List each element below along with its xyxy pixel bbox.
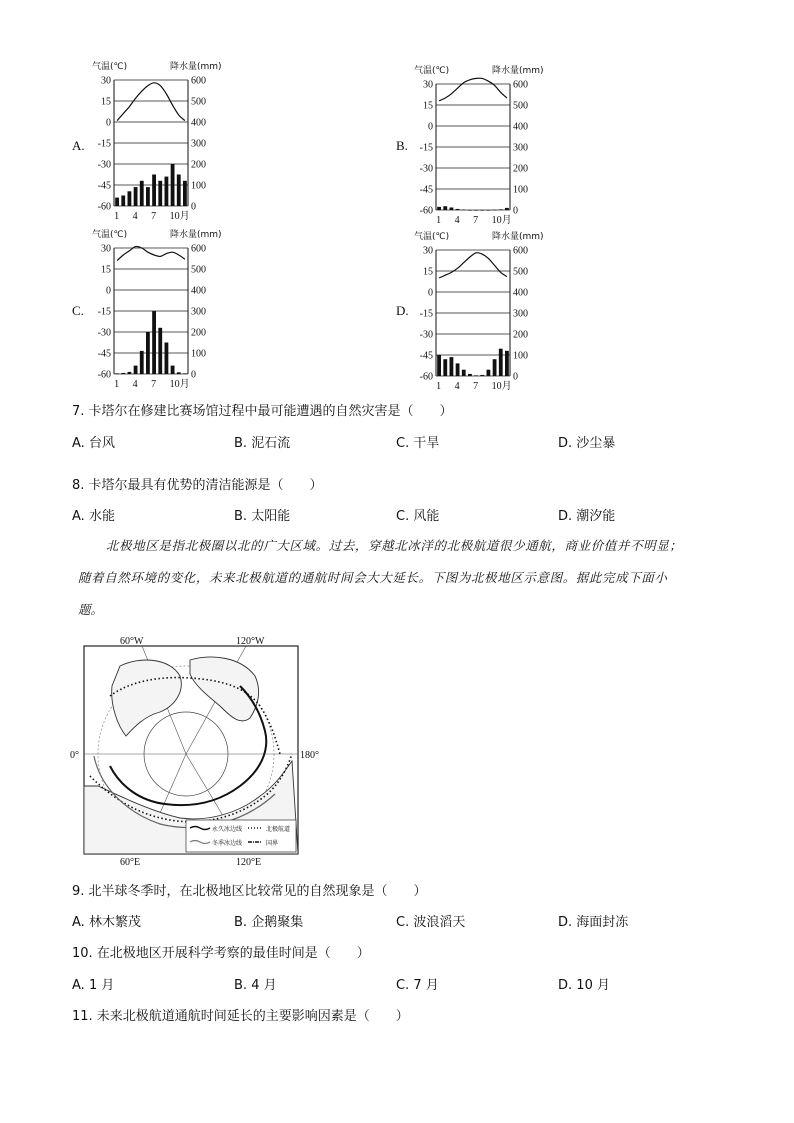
q7-option-c[interactable] — [396, 432, 439, 451]
precip-tick-label: 100 — [191, 348, 206, 360]
precipitation-bar — [462, 210, 466, 211]
precip-axis-title: 降水量(mm) — [170, 62, 222, 72]
passage-line-1: 北极地区是指北极圈以北的广大区域。过去，穿越北冰洋的北极航道很少通航，商业价值并不明显； — [106, 538, 683, 553]
precipitation-bar — [437, 207, 441, 210]
precipitation-bar — [128, 372, 132, 374]
precipitation-bar — [165, 343, 169, 375]
temp-axis-title: 气温(℃) — [414, 232, 450, 242]
month-tick-label: 7 — [473, 215, 479, 226]
option-letter: A. — [72, 915, 85, 930]
month-tick-label: 1 — [114, 211, 120, 222]
temp-tick-label: -45 — [419, 184, 433, 196]
temp-tick-label: -15 — [419, 142, 433, 154]
option-text: 林木繁茂 — [88, 915, 141, 930]
precipitation-bar — [493, 359, 497, 376]
precipitation-bar — [183, 181, 187, 206]
chart-d-option-label: D. — [396, 303, 409, 318]
chart-b-option-label: B. — [396, 138, 408, 153]
option-text: 干旱 — [413, 436, 440, 451]
precipitation-bar — [146, 332, 150, 374]
q8-option-d[interactable] — [558, 505, 615, 524]
legend-route: 北极航道 — [266, 826, 291, 833]
option-text: 潮汐能 — [576, 509, 616, 524]
month-tick-label: 7 — [151, 379, 157, 390]
temp-tick-label: -60 — [97, 369, 111, 381]
precip-tick-label: 600 — [191, 75, 206, 87]
precipitation-bar — [134, 366, 138, 374]
temp-tick-label: 0 — [428, 287, 433, 299]
option-text: 企鹅聚集 — [251, 915, 304, 930]
q7-option-a[interactable] — [72, 432, 115, 451]
precipitation-bar — [183, 373, 187, 374]
precipitation-bar — [499, 209, 503, 210]
temp-tick-label: -45 — [419, 350, 433, 362]
option-letter: C. — [396, 509, 410, 524]
option-text: 1 月 — [88, 978, 115, 993]
temp-tick-label: 30 — [423, 245, 433, 257]
precip-tick-label: 0 — [191, 369, 196, 381]
precipitation-bar — [462, 370, 466, 376]
lon-label-120w: 120°W — [236, 636, 265, 647]
option-letter: D. — [558, 509, 573, 524]
option-letter: C. — [396, 436, 410, 451]
precip-tick-label: 200 — [191, 327, 206, 339]
q9-option-a[interactable] — [72, 911, 141, 930]
climate-chart-b — [414, 64, 554, 228]
option-letter: B. — [234, 915, 248, 930]
precip-tick-label: 200 — [513, 329, 528, 341]
precip-tick-label: 100 — [191, 180, 206, 192]
legend-perennial-ice: 永久冰边线 — [212, 826, 243, 833]
month-tick-label: 10月 — [169, 211, 190, 222]
precip-tick-label: 0 — [513, 205, 518, 217]
precip-tick-label: 600 — [513, 245, 528, 257]
precipitation-bar — [493, 210, 497, 211]
q9-option-d[interactable] — [558, 911, 628, 930]
passage-line-3: 题。 — [78, 602, 104, 617]
precipitation-bar — [121, 373, 125, 374]
q9-option-b[interactable] — [234, 911, 303, 930]
temp-tick-label: -45 — [97, 180, 111, 192]
precip-tick-label: 200 — [513, 163, 528, 175]
q8-option-a[interactable] — [72, 505, 115, 524]
precipitation-bar — [499, 349, 503, 376]
precipitation-bar — [487, 210, 491, 211]
precip-tick-label: 400 — [191, 117, 206, 129]
precipitation-bar — [121, 196, 125, 207]
option-letter: C. — [396, 978, 410, 993]
q9-option-c[interactable] — [396, 911, 465, 930]
precip-tick-label: 0 — [191, 201, 196, 213]
precipitation-bar — [480, 375, 484, 376]
precipitation-bar — [450, 207, 454, 210]
precip-axis-title: 降水量(mm) — [492, 232, 544, 242]
precipitation-bar — [134, 187, 138, 206]
q7-option-d[interactable] — [558, 432, 615, 451]
temp-tick-label: 15 — [423, 266, 433, 278]
precip-tick-label: 300 — [513, 142, 528, 154]
option-text: 7 月 — [413, 978, 439, 993]
precipitation-bar — [437, 355, 441, 376]
q10-option-a[interactable] — [72, 974, 114, 993]
temp-tick-label: -30 — [419, 163, 433, 175]
lon-label-180: 180° — [300, 750, 319, 761]
option-text: 太阳能 — [251, 509, 291, 524]
precipitation-bar — [158, 328, 162, 374]
month-tick-label: 1 — [436, 381, 442, 392]
lon-label-60w: 60°W — [120, 636, 144, 647]
temp-axis-title: 气温(℃) — [92, 230, 128, 240]
temp-tick-label: 30 — [101, 75, 111, 87]
precip-tick-label: 100 — [513, 350, 528, 362]
temperature-curve — [439, 253, 507, 278]
month-tick-label: 10月 — [491, 381, 512, 392]
temp-tick-label: -30 — [97, 159, 111, 171]
option-letter: C. — [396, 915, 410, 930]
month-tick-label: 7 — [151, 211, 157, 222]
temperature-curve — [117, 83, 185, 121]
precip-tick-label: 500 — [513, 266, 528, 278]
month-tick-label: 10月 — [169, 379, 190, 390]
temp-tick-label: 15 — [101, 264, 111, 276]
passage-line-2: 随着自然环境的变化，未来北极航道的通航时间会大大延长。下图为北极地区示意图。据此完成下面小 — [78, 570, 668, 585]
precipitation-bar — [487, 370, 491, 376]
option-text: 台风 — [88, 436, 115, 451]
precipitation-bar — [171, 366, 175, 374]
question-11-stem: 11. 未来北极航道通航时间延长的主要影响因素是（ ） — [72, 1009, 409, 1024]
temp-tick-label: -45 — [97, 348, 111, 360]
precipitation-bar — [115, 198, 119, 206]
temp-axis-title: 气温(℃) — [414, 66, 450, 76]
option-text: 波浪滔天 — [413, 915, 466, 930]
precip-tick-label: 200 — [191, 159, 206, 171]
month-tick-label: 4 — [454, 381, 460, 392]
question-9-stem: 9. 北半球冬季时，在北极地区比较常见的自然现象是（ ） — [72, 884, 427, 899]
q10-option-b[interactable] — [234, 974, 277, 993]
precipitation-bar — [115, 373, 119, 374]
precip-tick-label: 500 — [191, 96, 206, 108]
temp-tick-label: -15 — [97, 306, 111, 318]
temp-tick-label: -60 — [419, 205, 433, 217]
option-text: 水能 — [88, 509, 115, 524]
precipitation-bar — [505, 208, 509, 210]
precipitation-bar — [152, 175, 156, 207]
option-letter: D. — [558, 978, 573, 993]
q7-option-b[interactable] — [234, 432, 290, 451]
precip-tick-label: 400 — [191, 285, 206, 297]
precip-tick-label: 300 — [513, 308, 528, 320]
precip-tick-label: 300 — [191, 138, 206, 150]
precipitation-bar — [140, 181, 144, 206]
option-text: 4 月 — [251, 978, 277, 993]
option-text: 海面封冻 — [576, 915, 629, 930]
temp-tick-label: 0 — [428, 121, 433, 133]
option-letter: A. — [72, 436, 85, 451]
precipitation-bar — [505, 351, 509, 376]
chart-a-option-label: A. — [72, 138, 85, 153]
precipitation-bar — [171, 164, 175, 206]
precipitation-bar — [456, 363, 460, 376]
temp-tick-label: -30 — [97, 327, 111, 339]
precipitation-bar — [468, 374, 472, 376]
precipitation-bar — [443, 359, 447, 376]
option-text: 沙尘暴 — [576, 436, 616, 451]
temperature-curve — [117, 246, 185, 260]
precipitation-bar — [128, 191, 132, 206]
month-tick-label: 1 — [436, 215, 442, 226]
temp-tick-label: -60 — [419, 371, 433, 383]
precipitation-bar — [146, 187, 150, 206]
option-letter: A. — [72, 509, 85, 524]
q10-option-c[interactable] — [396, 974, 439, 993]
precipitation-bar — [443, 206, 447, 210]
precip-tick-label: 600 — [191, 243, 206, 255]
arctic-passage — [78, 530, 718, 626]
precipitation-bar — [456, 209, 460, 210]
lon-label-60e: 60°E — [120, 857, 141, 868]
temp-tick-label: 15 — [423, 100, 433, 112]
climate-chart-c — [92, 228, 232, 392]
option-letter: D. — [558, 915, 573, 930]
month-tick-label: 7 — [473, 381, 479, 392]
precipitation-bar — [480, 210, 484, 211]
temp-tick-label: -15 — [97, 138, 111, 150]
precipitation-bar — [165, 177, 169, 206]
q8-option-c[interactable] — [396, 505, 439, 524]
precip-tick-label: 600 — [513, 79, 528, 91]
temp-tick-label: -30 — [419, 329, 433, 341]
lon-label-120e: 120°E — [236, 857, 262, 868]
temp-tick-label: 30 — [101, 243, 111, 255]
precipitation-bar — [474, 210, 478, 211]
temp-axis-title: 气温(℃) — [92, 62, 128, 72]
month-tick-label: 10月 — [491, 215, 512, 226]
question-7-stem: 7. 卡塔尔在修建比赛场馆过程中最可能遭遇的自然灾害是（ ） — [72, 404, 453, 419]
option-letter: B. — [234, 978, 248, 993]
precip-tick-label: 100 — [513, 184, 528, 196]
precip-tick-label: 300 — [191, 306, 206, 318]
precip-tick-label: 400 — [513, 287, 528, 299]
precip-tick-label: 500 — [513, 100, 528, 112]
chart-c-option-label: C. — [72, 303, 84, 318]
temperature-curve — [439, 78, 507, 101]
month-tick-label: 4 — [132, 379, 138, 390]
precip-tick-label: 500 — [191, 264, 206, 276]
temp-tick-label: -60 — [97, 201, 111, 213]
precipitation-bar — [474, 375, 478, 376]
legend-boundary: 国界 — [266, 840, 279, 847]
option-text: 泥石流 — [251, 436, 291, 451]
question-8-stem: 8. 卡塔尔最具有优势的清洁能源是（ ） — [72, 478, 323, 493]
precipitation-bar — [450, 357, 454, 376]
legend-winter-ice: 冬季冰边线 — [212, 840, 243, 847]
temp-tick-label: 15 — [101, 96, 111, 108]
arctic-map — [70, 636, 319, 868]
precipitation-bar — [140, 351, 144, 374]
precipitation-bar — [152, 311, 156, 374]
climate-chart-a — [92, 60, 232, 224]
question-10-stem: 10. 在北极地区开展科学考察的最佳时间是（ ） — [72, 946, 370, 961]
precip-tick-label: 400 — [513, 121, 528, 133]
option-letter: B. — [234, 509, 248, 524]
precipitation-bar — [177, 372, 181, 374]
month-tick-label: 1 — [114, 379, 120, 390]
q8-option-b[interactable] — [234, 505, 290, 524]
option-text: 10 月 — [576, 978, 610, 993]
map-legend — [186, 820, 296, 852]
temp-tick-label: 30 — [423, 79, 433, 91]
option-letter: D. — [558, 436, 573, 451]
precip-axis-title: 降水量(mm) — [170, 230, 222, 240]
precip-axis-title: 降水量(mm) — [492, 66, 544, 76]
option-letter: A. — [72, 978, 85, 993]
option-text: 风能 — [413, 509, 440, 524]
precipitation-bar — [158, 181, 162, 206]
lon-label-0: 0° — [70, 750, 79, 761]
month-tick-label: 4 — [454, 215, 460, 226]
temp-tick-label: 0 — [106, 285, 111, 297]
climate-chart-d — [414, 230, 554, 394]
temp-tick-label: -15 — [419, 308, 433, 320]
precip-tick-label: 0 — [513, 371, 518, 383]
precipitation-bar — [177, 175, 181, 207]
month-tick-label: 4 — [132, 211, 138, 222]
q10-option-d[interactable] — [558, 974, 610, 993]
option-letter: B. — [234, 436, 248, 451]
precipitation-bar — [468, 210, 472, 211]
temp-tick-label: 0 — [106, 117, 111, 129]
